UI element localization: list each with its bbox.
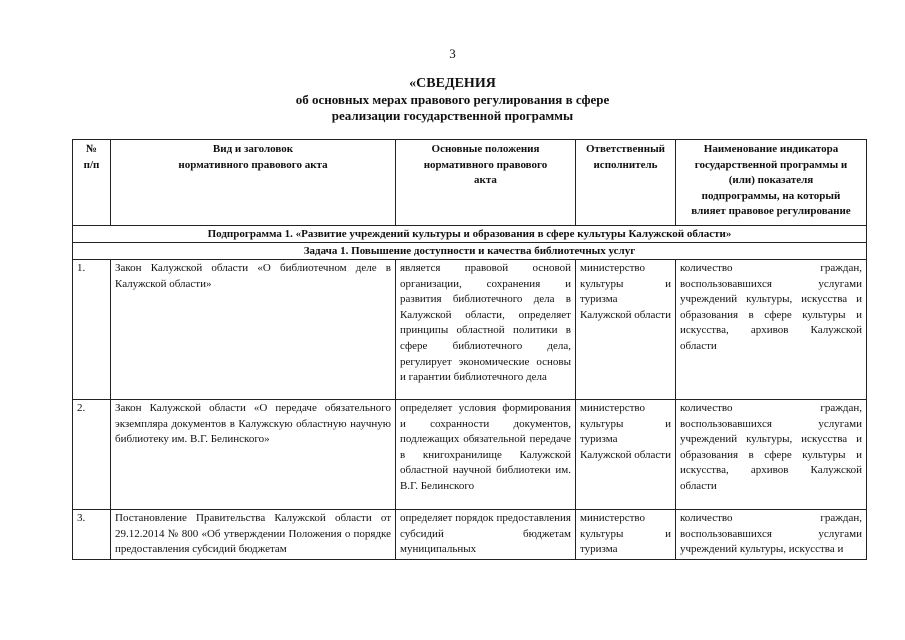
task-row (73, 243, 867, 260)
row-num: 3. (73, 510, 111, 560)
header-num-line: п/п (83, 158, 100, 171)
header-executor-line: исполнитель (593, 158, 658, 171)
row-provisions: является правовой основой организации, сохранения и развития библиотечного дела в Калужской области, определяет принципы областной политики в сфере библиотечного дела, регулирует экономические основы и гарантии библиотечного дела (396, 260, 576, 400)
document-title (0, 76, 905, 124)
title-line-2: об основных мерах правового регулирования в сфере (295, 92, 610, 107)
header-indicator-line: влияет правовое регулирование (691, 205, 851, 218)
row-executor: министерство культуры и туризма (576, 510, 676, 560)
row-num: 2. (73, 400, 111, 510)
table-row (73, 260, 867, 400)
subprogram-title: Подпрограмма 1. «Развитие учреждений культуры и образования в сфере культуры Калужской области» (73, 226, 867, 243)
header-indicator (676, 140, 867, 226)
subprogram-row (73, 226, 867, 243)
page-number: 3 (449, 46, 456, 61)
task-title: Задача 1. Повышение доступности и качества библиотечных услуг (73, 243, 867, 260)
header-provisions-line: акта (474, 174, 497, 187)
row-indicator: количество граждан, воспользовавшихся услугами учреждений культуры, искусства и образования в сфере культуры и искусства, архивов Калужской области (676, 400, 867, 510)
regulation-table (72, 139, 867, 560)
row-provisions: определяет порядок предоставления субсидий бюджетам муниципальных (396, 510, 576, 560)
row-act: Закон Калужской области «О библиотечном деле в Калужской области» (111, 260, 396, 400)
row-num: 1. (73, 260, 111, 400)
row-provisions: определяет условия формирования и сохранности документов, подлежащих обязательной передаче в книгохранилище Калужской областной научной библиотеки им. В.Г. Белинского (396, 400, 576, 510)
header-provisions-line: Основные положения (431, 143, 540, 155)
row-executor: министерство культуры и туризма Калужской области (576, 260, 676, 400)
header-executor-line: Ответственный (585, 143, 666, 155)
header-num-line: № (85, 143, 98, 155)
header-executor (576, 140, 676, 226)
header-indicator-line: подпрограммы, на который (701, 189, 841, 202)
header-act-line: нормативного правового акта (178, 158, 328, 171)
title-line-3: реализации государственной программы (331, 108, 574, 123)
row-indicator: количество граждан, воспользовавшихся услугами учреждений культуры, искусства и образования в сфере культуры и искусства, архивов Калужской области (676, 260, 867, 400)
header-indicator-line: (или) показателя (728, 174, 814, 187)
row-act: Закон Калужской области «О передаче обязательного экземпляра документов в Калужскую областную научную библиотеку им. В.Г. Белинского» (111, 400, 396, 510)
header-indicator-line: государственной программы и (694, 158, 848, 171)
header-num (73, 140, 111, 226)
table-row (73, 510, 867, 560)
header-act (111, 140, 396, 226)
header-provisions (396, 140, 576, 226)
header-provisions-line: нормативного правового (423, 158, 548, 171)
header-act-line: Вид и заголовок (212, 143, 294, 155)
row-executor: министерство культуры и туризма Калужской области (576, 400, 676, 510)
title-line-1: «СВЕДЕНИЯ (409, 76, 496, 91)
table-row (73, 400, 867, 510)
row-act: Постановление Правительства Калужской области от 29.12.2014 № 800 «Об утверждении Положения о порядке предоставления субсидий бюджетам (111, 510, 396, 560)
row-indicator: количество граждан, воспользовавшихся услугами учреждений культуры, искусства и (676, 510, 867, 560)
header-indicator-line: Наименование индикатора (703, 143, 839, 155)
table-header-row (73, 140, 867, 226)
